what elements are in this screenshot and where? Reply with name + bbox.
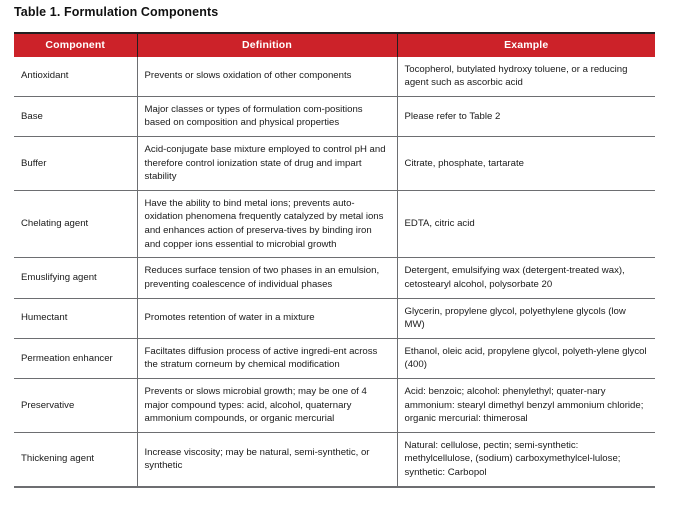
table-row xyxy=(14,338,655,378)
cell-example: Glycerin, propylene glycol, polyethylene glycols (low MW) xyxy=(397,298,655,338)
table-row xyxy=(14,57,655,97)
table-row xyxy=(14,378,655,432)
cell-definition: Increase viscosity; may be natural, semi-synthetic, or synthetic xyxy=(137,432,397,486)
cell-component: Emuslifying agent xyxy=(14,258,137,298)
table-caption: Table 1. Formulation Components xyxy=(14,5,219,19)
table-row xyxy=(14,298,655,338)
column-header-component: Component xyxy=(14,33,137,57)
cell-example: EDTA, citric acid xyxy=(397,190,655,257)
cell-component: Buffer xyxy=(14,137,137,191)
cell-component: Antioxidant xyxy=(14,57,137,97)
cell-example: Ethanol, oleic acid, propylene glycol, polyeth-ylene glycol (400) xyxy=(397,338,655,378)
cell-definition: Prevents or slows oxidation of other components xyxy=(137,57,397,97)
table-row xyxy=(14,96,655,136)
cell-component: Preservative xyxy=(14,378,137,432)
cell-definition: Prevents or slows microbial growth; may be one of 4 major compound types: acid, alcohol, quaternary ammonium compounds, or organic mercurial xyxy=(137,378,397,432)
cell-definition: Promotes retention of water in a mixture xyxy=(137,298,397,338)
cell-definition: Acid-conjugate base mixture employed to control pH and therefore control ionization state of drug and impart stability xyxy=(137,137,397,191)
cell-example: Acid: benzoic; alcohol: phenylethyl; quater-nary ammonium: stearyl dimethyl benzyl ammonium chloride; organic mercurial: thimerosal xyxy=(397,378,655,432)
cell-example: Tocopherol, butylated hydroxy toluene, or a reducing agent such as ascorbic acid xyxy=(397,57,655,97)
column-header-definition: Definition xyxy=(137,33,397,57)
cell-definition: Major classes or types of formulation com-positions based on composition and physical properties xyxy=(137,96,397,136)
cell-component: Chelating agent xyxy=(14,190,137,257)
cell-component: Base xyxy=(14,96,137,136)
cell-definition: Faciltates diffusion process of active ingredi-ent across the stratum corneum by chemical modification xyxy=(137,338,397,378)
table-row xyxy=(14,137,655,191)
table-header xyxy=(14,33,655,57)
cell-example: Natural: cellulose, pectin; semi-synthetic: methylcellulose, (sodium) carboxymethylcel-lulose; synthetic: Carbopol xyxy=(397,432,655,486)
cell-example: Detergent, emulsifying wax (detergent-treated wax), cetostearyl alcohol, polysorbate 20 xyxy=(397,258,655,298)
column-header-example: Example xyxy=(397,33,655,57)
cell-component: Humectant xyxy=(14,298,137,338)
cell-definition: Reduces surface tension of two phases in an emulsion, preventing coalescence of individual phases xyxy=(137,258,397,298)
table-row xyxy=(14,258,655,298)
cell-component: Thickening agent xyxy=(14,432,137,486)
cell-example: Citrate, phosphate, tartarate xyxy=(397,137,655,191)
cell-example: Please refer to Table 2 xyxy=(397,96,655,136)
table-header-row xyxy=(14,33,655,57)
table-row xyxy=(14,432,655,486)
formulation-components-table xyxy=(14,32,655,488)
cell-definition: Have the ability to bind metal ions; prevents auto-oxidation phenomena frequently catalyzed by metal ions and enhances action of preserva-tives by binding iron and copper ions essential to microbial growth xyxy=(137,190,397,257)
table-body xyxy=(14,57,655,487)
cell-component: Permeation enhancer xyxy=(14,338,137,378)
table-row xyxy=(14,190,655,257)
table-container xyxy=(14,32,655,488)
